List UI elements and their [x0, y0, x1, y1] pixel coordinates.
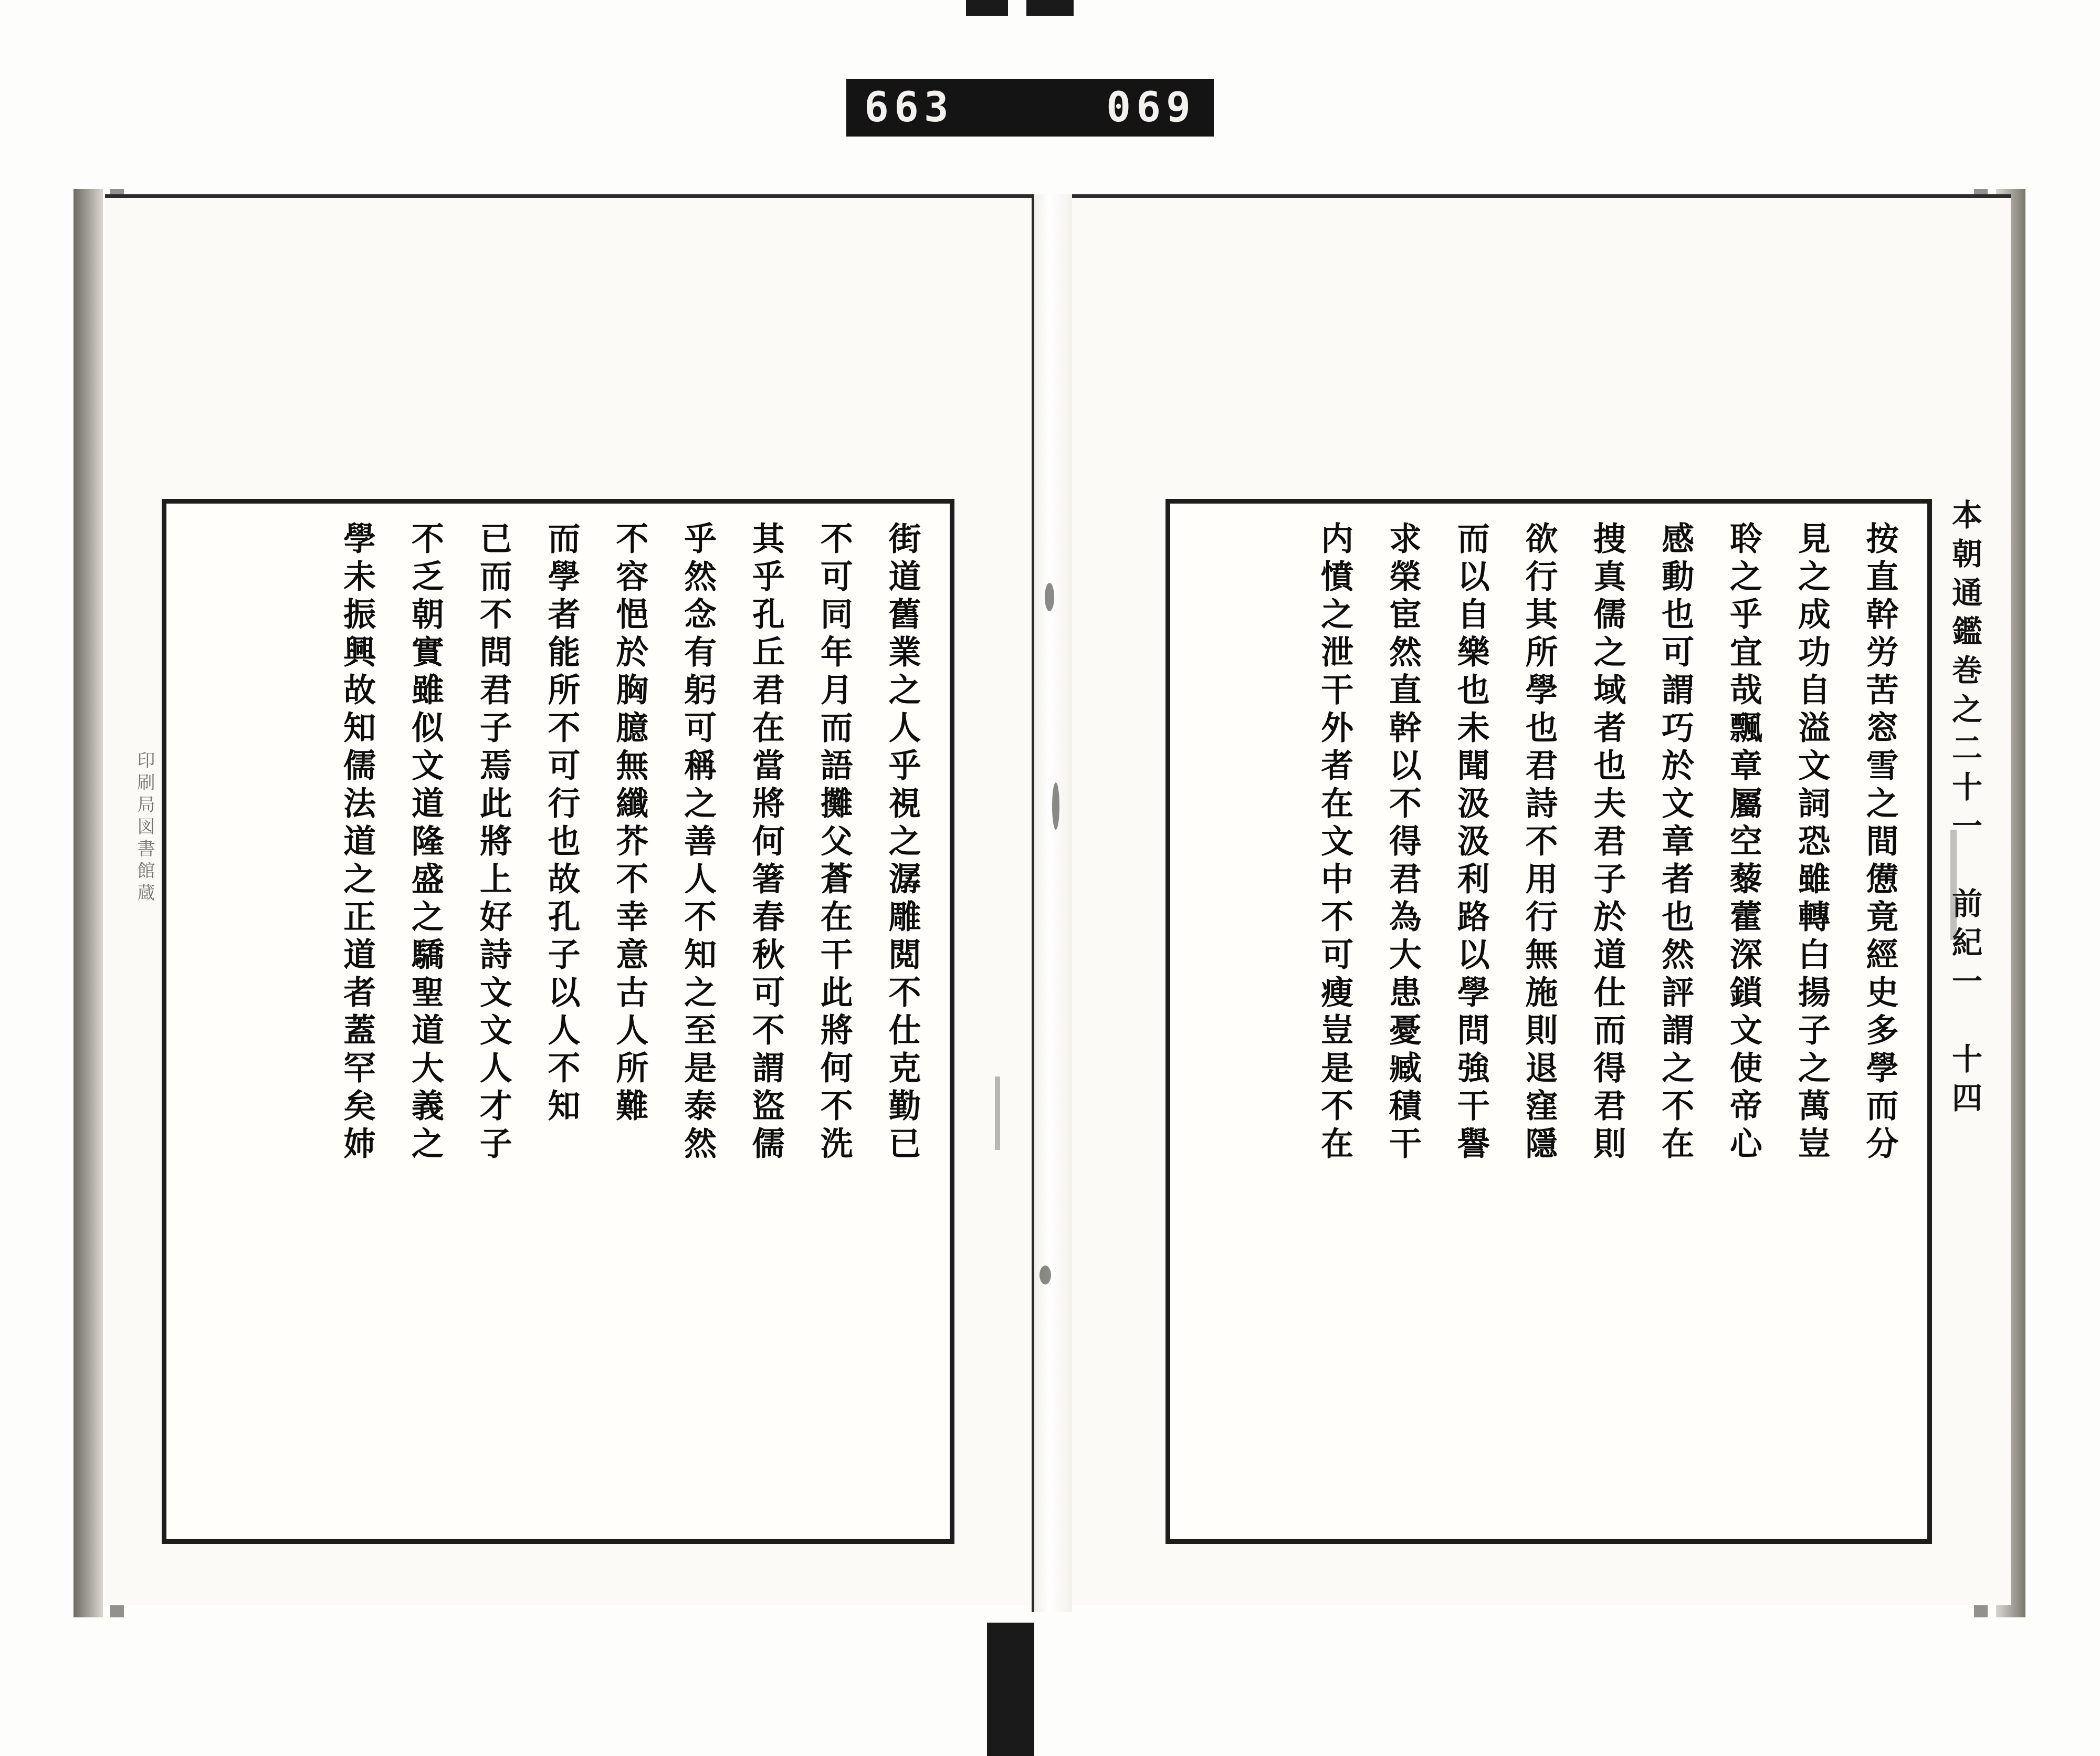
text-column: 不容悒於胸臆無纖芥不幸意古人所難 — [610, 521, 649, 1126]
paper-speck — [1040, 1266, 1051, 1284]
text-column: 不乏朝實雖似文道隆盛之驕聖道大義之 — [406, 521, 445, 1164]
text-column: 内憤之泄干外者在文中不可瘦豈是不在 — [1315, 521, 1354, 1164]
text-column: 捜真儒之域者也夫君子於道仕而得君則 — [1588, 521, 1626, 1164]
text-column: 乎然念有躬可稱之善人不知之至是泰然 — [678, 521, 717, 1164]
text-column: 已而不問君子焉此將上好詩文文人才子 — [474, 521, 513, 1164]
text-column: 學未振興故知儒法道之正道者蓋罕矣姉 — [338, 521, 376, 1164]
margin-library-note: 印刷局図書館蔵 — [134, 751, 155, 905]
paper-crease — [1950, 830, 1957, 940]
frame-counter-right-value: 069 — [1106, 84, 1196, 131]
text-column: 求榮宦然直幹以不得君為大患憂臧積干 — [1383, 521, 1422, 1164]
film-registration-tick-bottom — [987, 1623, 1034, 1756]
text-column: 感動也可謂巧於文章者也然評謂之不在 — [1656, 521, 1695, 1164]
text-column: 而學者能所不可行也故孔子以人不知 — [542, 521, 581, 1126]
text-column: 街道舊業之人乎視之潺雕閲不仕克勤已 — [883, 521, 921, 1164]
book-spread — [32, 184, 2068, 1633]
paper-speck — [1052, 782, 1059, 830]
film-registration-tick-right — [1026, 0, 1074, 16]
frame-counter-left-value: 663 — [864, 84, 954, 131]
right-page-textblock — [1166, 499, 1932, 1544]
text-column: 聆之乎宜哉飄章屬空藜藿深鎖文使帝心 — [1724, 521, 1763, 1164]
volume-title-line: 本朝通鑑巻之二十一 前紀一 十四 — [1947, 499, 1982, 1121]
right-page-blank-space — [1184, 521, 1300, 1521]
text-column: 按直幹労苦窓雪之間憊竟經史多學而分 — [1861, 521, 1899, 1164]
film-registration-tick-left — [966, 0, 1008, 16]
left-page-blank-space — [180, 521, 323, 1521]
text-column: 欲行其所學也君詩不用行無施則退窪隱 — [1520, 521, 1559, 1164]
text-column: 見之成功自溢文詞恐雖轉白揚子之萬豈 — [1792, 521, 1831, 1164]
book-gutter — [1032, 194, 1072, 1612]
paper-crease — [995, 1076, 1000, 1150]
text-column: 不可同年月而語攤父蒼在干此將何不洗 — [815, 521, 854, 1164]
text-column: 而以自樂也未聞汲汲利路以學問強干譽 — [1452, 521, 1490, 1164]
left-page-textblock — [162, 499, 954, 1544]
film-left-edge-shadow — [74, 189, 103, 1617]
film-frame-counter — [846, 79, 1214, 137]
text-column: 其乎孔丘君在當將何箸春秋可不謂盜儒 — [747, 521, 785, 1164]
paper-speck — [1045, 583, 1054, 611]
